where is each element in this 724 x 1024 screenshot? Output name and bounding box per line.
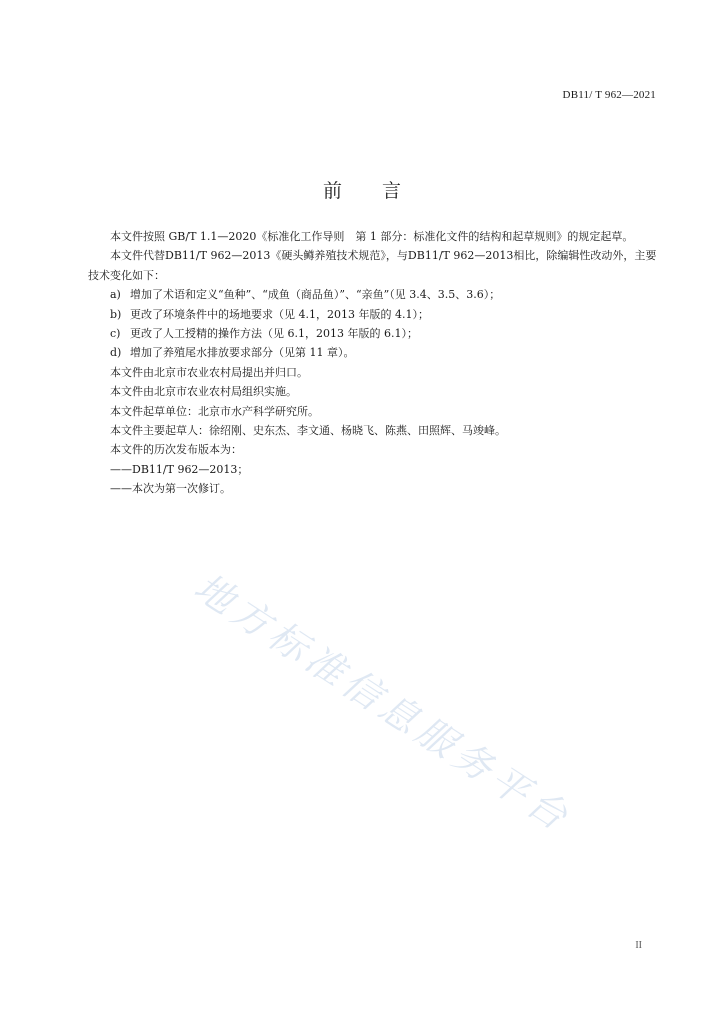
- paragraph-proposer: 本文件由北京市农业农村局提出并归口。: [110, 365, 308, 379]
- list-item-marker: b): [110, 307, 122, 321]
- paragraph-history-heading: 本文件的历次发布版本为：: [110, 443, 242, 457]
- list-item: [88, 305, 658, 324]
- list-item-text: 增加了术语和定义“鱼种”、“成鱼（商品鱼）”、“亲鱼”（见 3.4、3.5、3.6）；: [130, 288, 501, 302]
- list-item-text: 增加了养殖尾水排放要求部分（见第 11 章）。: [130, 346, 355, 360]
- paragraph-drafting-basis: 本文件按照 GB/T 1.1—2020《标准化工作导则 第 1 部分：标准化文件的结构和起草规则》的规定起草。: [110, 230, 634, 243]
- paragraph-implementer: 本文件由北京市农业农村局组织实施。: [110, 385, 297, 399]
- header-document-code: DB11/ T 962—2021: [562, 89, 656, 101]
- paragraph-drafters: 本文件主要起草人：徐绍刚、史东杰、李文通、杨晓飞、陈燕、田照辉、马竣峰。: [110, 424, 506, 438]
- paragraph-history-previous: ——DB11/T 962—2013；: [110, 462, 249, 476]
- page-title: 前言: [322, 179, 441, 202]
- watermark: 地方标准信息服务平台: [186, 564, 580, 842]
- paragraph-replacement: 本文件代替DB11/T 962—2013《硬头鳟养殖技术规范》，与DB11/T 962—2013相比，除编辑性改动外，主要技术变化如下：: [88, 249, 657, 282]
- list-item: [88, 343, 658, 362]
- page-number: II: [635, 940, 642, 951]
- list-item-marker: a): [110, 288, 121, 302]
- paragraph-history-current: ——本次为第一次修订。: [110, 482, 231, 496]
- list-item-marker: d): [110, 346, 122, 360]
- list-item-text: 更改了环境条件中的场地要求（见 4.1，2013 年版的 4.1）；: [130, 307, 429, 321]
- list-item: [88, 285, 658, 304]
- list-item-marker: c): [110, 327, 121, 341]
- list-item: [88, 324, 658, 343]
- paragraph-drafting-unit: 本文件起草单位：北京市水产科学研究所。: [110, 404, 319, 418]
- list-item-text: 更改了人工授精的操作方法（见 6.1，2013 年版的 6.1）；: [130, 327, 418, 341]
- document-body: [88, 227, 658, 499]
